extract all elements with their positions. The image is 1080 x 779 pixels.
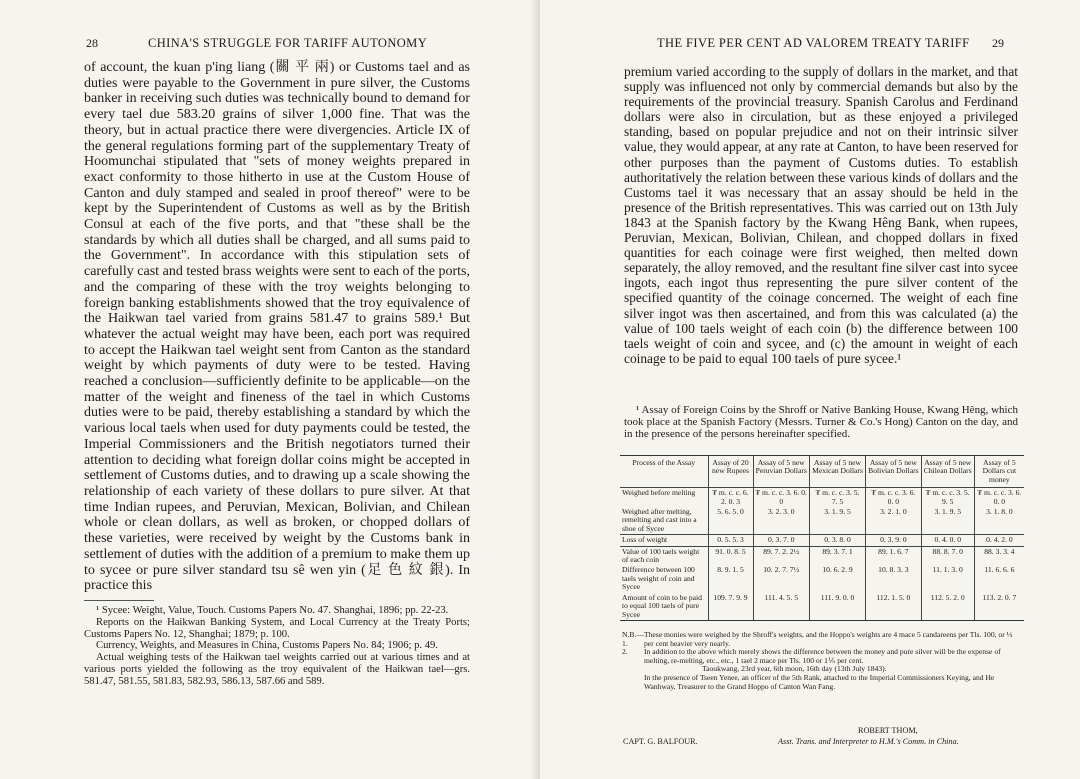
table-cell: 3. 1. 9. 5 [921, 507, 974, 535]
table-cell: 0. 4. 0. 0 [921, 535, 974, 546]
table-row [620, 488, 1024, 507]
note-text: These monies were weighed by the Shroff's weights, and the Hoppo's weights are 4 mace 5 candareens per Tls. 100, or ⅓ per cent heavier very nearly. [644, 630, 1013, 648]
footnote: Currency, Weights, and Measures in China, Customs Papers No. 84; 1906; p. 49. [96, 640, 438, 652]
table-cell: 0. 4. 2. 0 [974, 535, 1024, 546]
note-row [622, 674, 1022, 691]
page-number-left: 28 [86, 36, 98, 50]
table-header: Process of the Assay [620, 456, 708, 488]
running-head-right: THE FIVE PER CENT AD VALOREM TREATY TARIFF [657, 36, 970, 50]
table-cell: Loss of weight [620, 535, 708, 546]
left-footnotes [84, 605, 470, 688]
table-cell: 5. 6. 5. 0 [708, 507, 753, 535]
table-cell: 89. 1. 6. 7 [866, 546, 922, 565]
table-cell: ₮ m. c. c. 6. 2. 0. 3 [708, 488, 753, 507]
right-body-text [624, 64, 1018, 366]
table-cell: 10. 2. 7. 7½ [753, 565, 809, 592]
table-cell: ₮ m. c. c. 3. 6. 0. 0 [753, 488, 809, 507]
signature-thom-title: Asst. Trans. and Interpreter to H.M.'s Comm. in China. [778, 737, 959, 746]
caption-text: ¹ Assay of Foreign Coins by the Shroff or Native Banking House, Kwang Hêng, which took place at the Spanish Factory (Messrs. Turner & Co.'s Hong) Canton on the day, and in the presence of the persons hereinafter specified. [624, 404, 1018, 440]
footnote-rule [84, 600, 154, 601]
note-text: In addition to the above which merely shows the difference between the money and pure silver will be the expense of melting, re-melting, etc., etc., 1 tael 2 mace per Tls. 100 or 1⅕ per cent. [644, 647, 1001, 665]
table-row [620, 507, 1024, 535]
table-cell: 11. 6. 6. 6 [974, 565, 1024, 592]
paragraph: premium varied according to the supply of dollars in the market, and that supply was influenced not only by commercial demands but also by the requirements of the provincial treasury. Spanish Carolus and Ferdinand dollars were also in circulation, but as these enjoyed a privileged standing, based on popular prejudice and not on their intrinsic silver value, they would appear, at any rate at Canton, to have been reserved for other purposes than the payment of Customs duties. To establish authoritatively the relation between these various kinds of dollars and the Customs tael it was necessary that an assay should be held in the presence of the British representatives. This was carried out on 13th July 1843 at the Spanish factory by the Kwang Hêng Bank, when rupees, Peruvian, Mexican, Bolivian, Chilean, and chopped dollars in fixed quantities for each coinage were first weighed, then melted down separately, the alloy removed, and the resultant fine silver cast into sycee ingots, each ingot thus representing the pure silver content of the specified quantity of the coinage concerned. The weight of each fine silver ingot was then ascertained, and from this was calculated (a) the value of 100 taels weight of each coin (b) the difference between 100 taels weight of coin and sycee, and (c) the amount in weight of each coinage to be paid to equal 100 taels of pure sycee.¹ [624, 64, 1018, 366]
table-cell: 109. 7. 9. 9 [708, 593, 753, 621]
table-cell: 11. 1. 3. 0 [921, 565, 974, 592]
table-cell: 111. 4. 5. 5 [753, 593, 809, 621]
table-cell: 3. 1. 8. 0 [974, 507, 1024, 535]
table-cell: ₮ m. c. c. 3. 6. 0. 0 [866, 488, 922, 507]
signature-balfour: CAPT. G. BALFOUR. [623, 737, 698, 746]
table-header: Assay of 5 new Peruvian Dollars [753, 456, 809, 488]
running-head-left: CHINA'S STRUGGLE FOR TARIFF AUTONOMY [148, 36, 428, 50]
table-cell: ₮ m. c. c. 3. 5. 9. 5 [921, 488, 974, 507]
signature-thom: ROBERT THOM, [858, 726, 918, 735]
table-cell: 112. 1. 5. 0 [866, 593, 922, 621]
left-body-text [84, 60, 470, 594]
table-cell: Value of 100 taels weight of each coin [622, 546, 700, 565]
note-row [622, 648, 1022, 665]
assay-table [620, 455, 1024, 621]
table-cell: 89. 3. 7. 1 [809, 546, 865, 565]
page-number-right: 29 [992, 36, 1004, 50]
table-header: Assay of 5 new Chilean Dollars [921, 456, 974, 488]
table-row [620, 535, 1024, 546]
footnote: Actual weighing tests of the Haikwan tael weights carried out at various times and at various ports yielded the following as the troy equivalent of the Haikwan tael—grs. 581.47, 581.55, 581.83, 582.93, 586.13, 587.66 and 589. [84, 652, 470, 687]
table-header: Assay of 5 Dollars cut money [974, 456, 1024, 488]
note-text: Taoukwang, 23rd year, 6th moon, 16th day (13th July 1843). [702, 664, 887, 674]
table-cell: 10. 8. 3. 3 [866, 565, 922, 592]
table-cell: 0. 3. 8. 0 [809, 535, 865, 546]
table-cell: 111. 9. 0. 0 [809, 593, 865, 621]
footnote: Reports on the Haikwan Banking System, and Local Currency at the Treaty Ports; Customs Papers No. 12, Shanghai; 1879; p. 100. [84, 616, 470, 640]
note-text: In the presence of Tseen Yenee, an officer of the 5th Rank, attached to the Imperial Commissioners Keying, and He Wanhway, Treasurer to the Grand Hoppo of Canton Wan Fang. [644, 672, 995, 691]
table-cell: 0. 5. 5. 3 [708, 535, 753, 546]
table-header: Assay of 20 new Rupees [708, 456, 753, 488]
table-cell: 88. 3. 3. 4 [974, 546, 1024, 565]
table-cell: Amount of coin to be paid to equal 100 taels of pure Sycee [620, 593, 708, 621]
table-cell: 0. 3. 9. 0 [866, 535, 922, 546]
table-caption [624, 404, 1018, 440]
table-row [620, 593, 1024, 621]
table-cell: 8. 9. 1. 5 [708, 565, 753, 592]
note-row [622, 631, 1022, 648]
table-header: Assay of 5 new Mexican Dollars [809, 456, 865, 488]
table-cell: 89. 7. 2. 2½ [753, 546, 809, 565]
paragraph: of account, the kuan p'ing liang (關 平 兩) or Customs tael and as duties were payable to the Government in pure silver, the Customs banker in receiving such duties was technically bound to demand for every tael due 583.20 grains of silver 1,000 fine. That was the theory, but in actual practice there were divergencies. Article IX of the general regulations forming part of the supplementary Treaty of Hoomunchai stipulated that "sets of money weights prepared in exact conformity to those hitherto in use at the Custom House of Canton and duly stamped and sealed in proof thereof" were to be kept by the Superintendent of Customs as well as by the British Consul at each of the five ports, and that "these shall be the standards by which all duties shall be charged, and all sums paid to the Government". In accordance with this stipulation sets of carefully cast and tested brass weights were sent to each of the ports, and the comparing of these with the troy weights belonging to foreign banking establishments showed that the troy equivalence of the Haikwan tael varied from grains 581.47 to grains 589.¹ But whatever the actual weight may have been, each port was required to accept the Haikwan tael weight sent from Canton as the standard weight by which payments of duty were to be tested. Having reached a conclusion—sufficiently definite to be applicable—on the matter of the weight and fineness of the tael in which Customs duties were to be paid, thereby establishing a standard by which the various local taels when used for duty payments could be tested, the Imperial Commissioners and the British negotiators turned their attention to deciding what foreign dollar coins might be accepted in settlement of Customs duties, and to drawing up a scale showing the relationship of each variety of these dollars to pure silver. At that time Indian rupees, and Peruvian, Mexican, Bolivian, and Chilean whole or clean dollars, as well as broken, or chopped dollars of these varieties, were received by weight by the Customs bank in settlement of duties with the addition of a premium to make them up to sycee or pure silver standard tsu sê wen yin (足 色 紋 銀). In practice this [84, 60, 470, 594]
table-cell: 3. 2. 1. 0 [866, 507, 922, 535]
table-cell: 113. 2. 0. 7 [974, 593, 1024, 621]
note-key: 2. [622, 647, 628, 657]
right-page [540, 0, 1080, 779]
table-notes [622, 631, 1022, 691]
table-cell: 91. 0. 8. 5 [708, 546, 753, 565]
table-cell: Difference between 100 taels weight of coin and Sycee [622, 565, 695, 592]
table-cell: 112. 5. 2. 0 [921, 593, 974, 621]
table-cell: ₮ m. c. c. 3. 5. 7. 5 [809, 488, 865, 507]
table-cell: 3. 2. 3. 0 [753, 507, 809, 535]
table-header: Assay of 5 new Bolivian Dollars [866, 456, 922, 488]
table-cell: 10. 6. 2. 9 [809, 565, 865, 592]
table-cell: Weighed after melting, remelting and cast into a shoe of Sycee [620, 507, 708, 535]
table-cell: 3. 1. 9. 5 [809, 507, 865, 535]
table-cell: 0. 3. 7. 0 [753, 535, 809, 546]
table-row [620, 546, 1024, 565]
table-header-row [620, 456, 1024, 488]
footnote: ¹ Sycee: Weight, Value, Touch. Customs Papers No. 47. Shanghai, 1896; pp. 22-23. [96, 605, 449, 616]
table-row [620, 565, 1024, 592]
table-cell: 88. 8. 7. 0 [921, 546, 974, 565]
table-cell: ₮ m. c. c. 3. 6. 0. 0 [974, 488, 1024, 507]
table-cell: Weighed before melting [622, 488, 696, 498]
note-key: N.B.—1. [622, 630, 644, 648]
